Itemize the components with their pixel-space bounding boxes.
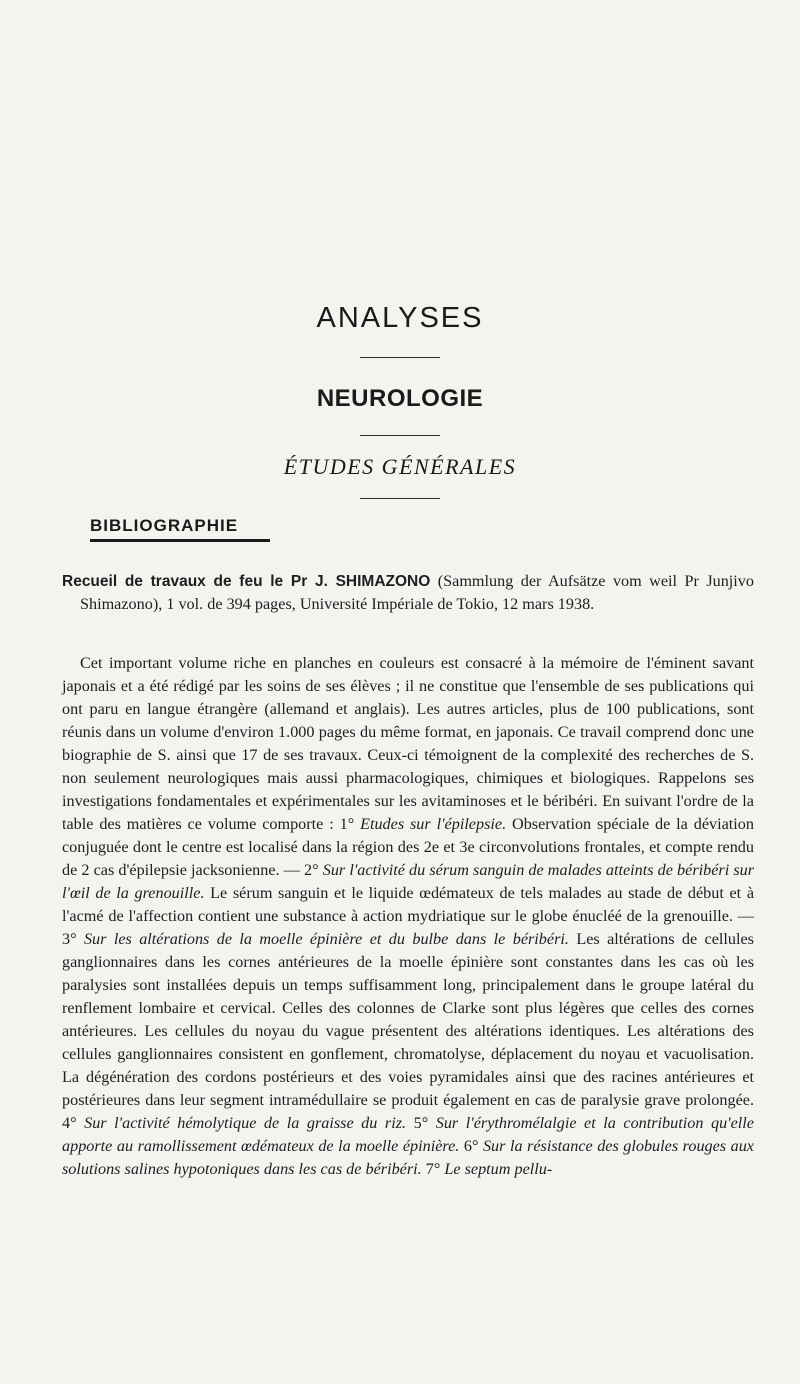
section-title: NEUROLOGIE [316, 385, 484, 412]
reference-title: Recueil de travaux de feu le Pr J. SHIMAZONO [62, 573, 431, 590]
body-text-segment: 6° [459, 1137, 483, 1155]
section-divider [360, 435, 440, 436]
body-italic-title: Sur les altérations de la moelle épinière et du bulbe dans le béribéri. [83, 930, 569, 948]
reference-details: (Sammlung der Aufsätze vom weil Pr Junjivo Shimazono), 1 vol. de 394 pages, Université Impériale de Tokio, 12 mars 1938. [80, 572, 754, 613]
body-text-segment: 5° [406, 1114, 436, 1132]
body-italic-title: Sur l'activité du sérum sanguin de malades atteints de béribéri sur l'œil de la grenouille. [62, 861, 755, 902]
body-italic-title: Sur l'érythromélalgie et la contribution qu'elle apporte au ramollissement œdémateux de la moelle épinière. [62, 1114, 754, 1155]
body-text-segment: 7° [421, 1160, 445, 1178]
body-italic-title: Sur la résistance des globules rouges aux solutions salines hypotoniques dans les cas de béribéri. [62, 1137, 754, 1178]
bibliography-heading: BIBLIOGRAPHIE [90, 516, 270, 542]
body-text-segment: Le sérum sanguin et le liquide œdémateux de tels malades au stade de début et à l'acmé de l'affection contient une substance à action mydriatique sur le globe énucléé de la grenouille. — 3° [62, 884, 755, 948]
subsection-title: ÉTUDES GÉNÉRALES [283, 454, 517, 479]
body-text-segment: Les altérations de cellules ganglionnaires dans les cornes antérieures de la moelle épinière sont constantes dans les cas où les paralysies sont installées depuis un temps suffisamment long, principalement dans le groupe latéral du renflement lombaire et cervical. Celles des colonnes de Clarke sont plus légères que celles des cornes antérieures. Les cellules du noyau du vague présentent des altérations identiques. Les altérations des cellules ganglionnaires consistent en gonflement, chromatolyse, déplacement du noyau et vacuolisation. La dégénération des cordons postérieurs et des voies pyramidales ainsi que des racines antérieures et postérieures dans leur segment intramédullaire se produit également en cas de paralysie grave prolongée. 4° [62, 930, 754, 1132]
subsection-divider [360, 498, 440, 499]
body-italic-title: Le septum pellu- [444, 1160, 553, 1178]
page-title: ANALYSES [316, 302, 484, 334]
body-italic-title: Sur l'activité hémolytique de la graisse du riz. [84, 1114, 407, 1132]
review-body [62, 652, 754, 1181]
title-divider [360, 357, 440, 358]
reference-entry [62, 570, 754, 616]
body-text-segment: Cet important volume riche en planches en couleurs est consacré à la mémoire de l'éminent savant japonais et a été rédigé par les soins de ses élèves ; il ne constitue que l'ensemble de ses publications qui ont paru en langue étrangère (allemand et anglais). Les autres articles, plus de 100 publications, sont réunis dans un volume d'environ 1.000 pages du même format, en japonais. Ce travail comprend donc une biographie de S. ainsi que 17 de ses travaux. Ceux-ci témoignent de la complexité des recherches de S. non seulement neurologiques mais aussi pharmacologiques, chimiques et biologiques. Rappelons ses investigations fondamentales et expérimentales sur les avitaminoses et le béribéri. En suivant l'ordre de la table des matières ce volume comporte : 1° [62, 654, 754, 833]
body-text-segment: Observation spéciale de la déviation conjuguée dont le centre est localisé dans la région des 2e et 3e circonvolutions frontales, et compte rendu de 2 cas d'épilepsie jacksonienne. — 2° [62, 815, 754, 879]
body-italic-title: Etudes sur l'épilepsie. [360, 815, 507, 833]
